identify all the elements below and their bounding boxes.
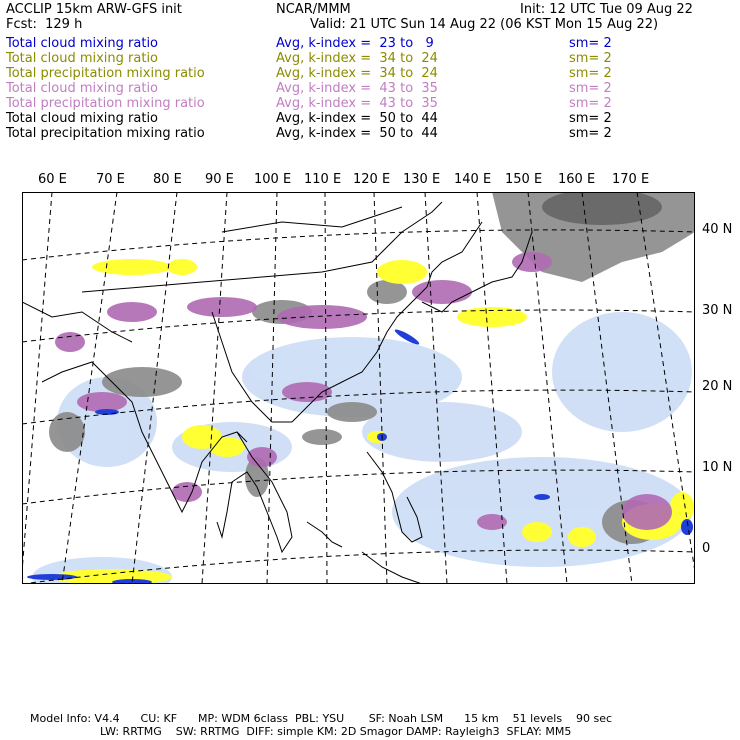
legend-row <box>6 111 736 126</box>
lon-label: 120 E <box>353 172 391 187</box>
lon-label: 110 E <box>304 172 342 187</box>
model-title: ACCLIP 15km ARW-GFS init <box>6 2 182 17</box>
legend-smoothing: sm= 2 <box>569 126 612 141</box>
lat-label: 30 N <box>702 303 733 318</box>
legend-smoothing: sm= 2 <box>569 51 612 66</box>
legend-avg: Avg, k-index = 23 to 9 <box>276 36 434 51</box>
legend-field-name: Total cloud mixing ratio <box>6 111 159 126</box>
legend-row <box>6 81 736 96</box>
legend-smoothing: sm= 2 <box>569 111 612 126</box>
lon-label: 60 E <box>38 172 67 187</box>
forecast-map <box>22 192 695 584</box>
legend <box>6 36 736 141</box>
valid-time: Valid: 21 UTC Sun 14 Aug 22 (06 KST Mon 15 Aug 22) <box>310 17 659 32</box>
legend-field-name: Total precipitation mixing ratio <box>6 126 205 141</box>
lon-label: 80 E <box>153 172 182 187</box>
init-time: Init: 12 UTC Tue 09 Aug 22 <box>520 2 693 17</box>
legend-smoothing: sm= 2 <box>569 96 612 111</box>
legend-field-name: Total precipitation mixing ratio <box>6 66 205 81</box>
legend-field-name: Total cloud mixing ratio <box>6 36 159 51</box>
legend-field-name: Total cloud mixing ratio <box>6 51 159 66</box>
lon-label: 160 E <box>558 172 596 187</box>
legend-row <box>6 96 736 111</box>
lon-label: 170 E <box>612 172 650 187</box>
legend-row <box>6 126 736 141</box>
legend-smoothing: sm= 2 <box>569 66 612 81</box>
legend-row <box>6 51 736 66</box>
legend-field-name: Total precipitation mixing ratio <box>6 96 205 111</box>
legend-avg: Avg, k-index = 43 to 35 <box>276 81 438 96</box>
model-info-line1: Model Info: V4.4 CU: KF MP: WDM 6class PBL: YSU SF: Noah LSM 15 km 51 levels 90 sec <box>30 712 613 725</box>
lat-label: 0 <box>702 541 711 556</box>
lon-label: 130 E <box>403 172 441 187</box>
lat-label: 10 N <box>702 460 733 475</box>
legend-row <box>6 66 736 81</box>
lon-label: 70 E <box>96 172 125 187</box>
lat-label: 20 N <box>702 379 733 394</box>
legend-avg: Avg, k-index = 50 to 44 <box>276 126 438 141</box>
forecast-hour: Fcst: 129 h <box>6 17 83 32</box>
legend-avg: Avg, k-index = 50 to 44 <box>276 111 438 126</box>
model-info-line2: LW: RRTMG SW: RRTMG DIFF: simple KM: 2D Smagor DAMP: Rayleigh3 SFLAY: MM5 <box>100 725 572 738</box>
lon-label: 90 E <box>205 172 234 187</box>
legend-smoothing: sm= 2 <box>569 36 612 51</box>
org-label: NCAR/MMM <box>276 2 351 17</box>
lat-label: 40 N <box>702 222 733 237</box>
lon-label: 100 E <box>254 172 292 187</box>
legend-row <box>6 36 736 51</box>
legend-avg: Avg, k-index = 34 to 24 <box>276 66 438 81</box>
legend-avg: Avg, k-index = 34 to 24 <box>276 51 438 66</box>
legend-field-name: Total cloud mixing ratio <box>6 81 159 96</box>
legend-smoothing: sm= 2 <box>569 81 612 96</box>
lon-label: 150 E <box>505 172 543 187</box>
lon-label: 140 E <box>454 172 492 187</box>
legend-avg: Avg, k-index = 43 to 35 <box>276 96 438 111</box>
longitude-labels <box>0 172 740 188</box>
